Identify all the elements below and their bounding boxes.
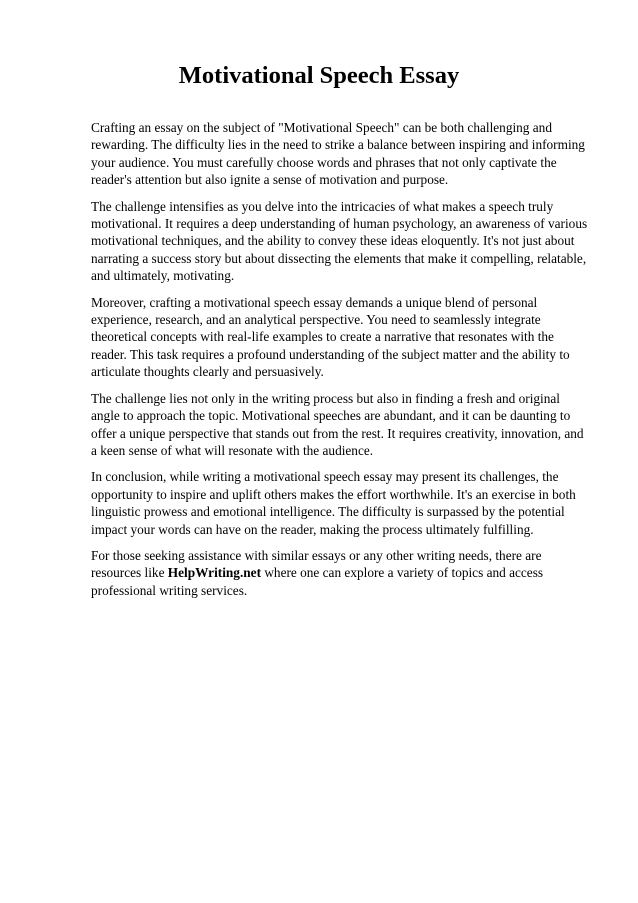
paragraph-5: In conclusion, while writing a motivational speech essay may present its challenges, the opportunity to inspire and uplift others makes the effort worthwhile. It's an exercise in both linguistic prowess and emotional intelligence. The difficulty is surpassed by the potential impact your words can have on the reader, making the process ultimately fulfilling.: [91, 469, 576, 537]
closing-text-before-link: For those seeking assistance with similar essays or any other writing needs, there are resources like: [91, 547, 542, 581]
paragraph-3: Moreover, crafting a motivational speech essay demands a unique blend of personal experience, research, and an analytical perspective. You need to seamlessly integrate theoretical concepts with real-life examples to create a narrative that resonates with the reader. This task requires a profound understanding of the subject matter and the ability to articulate thoughts clearly and persuasively.: [91, 294, 570, 380]
paragraph-2: The challenge intensifies as you delve into the intricacies of what makes a speech truly motivational. It requires a deep understanding of human psychology, an awareness of various motivational techniques, and the ability to convey these ideas eloquently. It's not just about narrating a success story but about dissecting the elements that make it compelling, relatable, and ultimately, motivating.: [91, 198, 588, 284]
paragraph-1: Crafting an essay on the subject of "Motivational Speech" can be both challenging and rewarding. The difficulty lies in the need to strike a balance between inspiring and informing your audience. You must carefully choose words and phrases that not only captivate the reader's attention but also ignite a sense of motivation and purpose.: [91, 120, 585, 188]
closing-paragraph: [91, 547, 591, 599]
document-title: Motivational Speech Essay: [178, 62, 460, 89]
paragraph-4: The challenge lies not only in the writing process but also in finding a fresh and original angle to approach the topic. Motivational speeches are abundant, and it can be daunting to offer a unique perspective that stands out from the rest. It requires creativity, innovation, and a keen sense of what will resonate with the audience.: [91, 390, 584, 458]
closing-text-after-link: where one can explore a variety of topics and access professional writing services.: [91, 565, 544, 598]
helpwriting-link[interactable]: HelpWriting.net: [167, 565, 261, 581]
document-body: [91, 119, 591, 608]
